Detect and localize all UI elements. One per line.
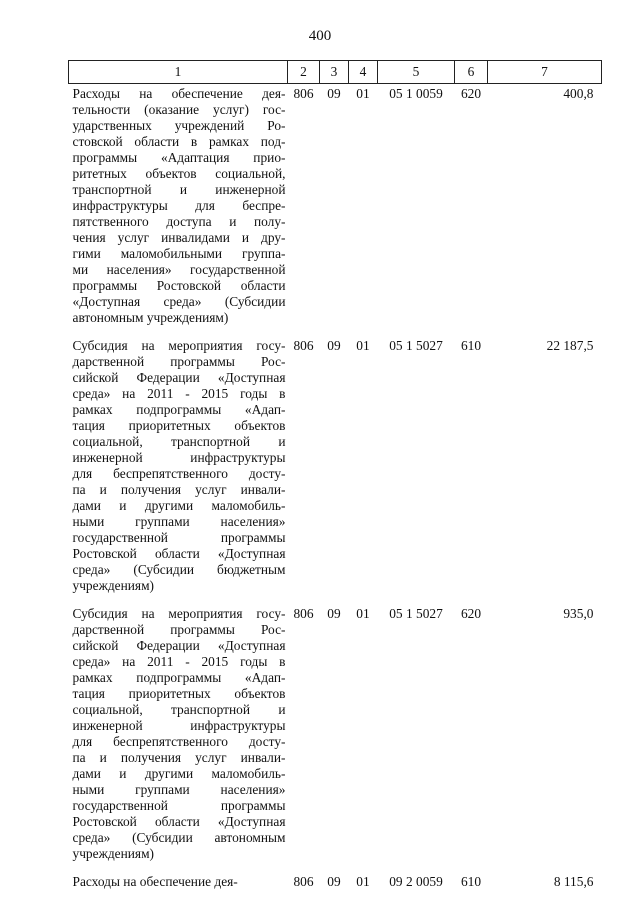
header-row bbox=[69, 61, 602, 84]
description-line: Ростовской области «Доступная bbox=[72, 546, 286, 561]
description-line: рамках подпрограммы «Адап- bbox=[72, 670, 286, 685]
amount: 935,0 bbox=[563, 606, 594, 621]
description-line: дами и другими маломобиль- bbox=[72, 498, 286, 513]
budget-table bbox=[68, 60, 602, 908]
expense-type-code: 620 bbox=[460, 86, 482, 101]
description-line: автономным учреждениям) bbox=[72, 310, 229, 325]
section-code: 09 bbox=[327, 874, 341, 889]
ministry-code: 806 bbox=[293, 606, 314, 621]
expense-type-code: 620 bbox=[460, 606, 482, 621]
subsection-code: 01 bbox=[356, 338, 370, 353]
target-article-code: 05 1 0059 bbox=[389, 86, 443, 101]
description-line: Расходы на обеспечение дея- bbox=[72, 874, 238, 889]
header-col-3: 3 bbox=[320, 61, 349, 84]
description-line: инженерной инфраструктуры bbox=[72, 450, 286, 465]
header-col-2: 2 bbox=[288, 61, 320, 84]
row-description bbox=[69, 84, 288, 337]
description-line: транспортной и инженерной bbox=[72, 182, 286, 197]
description-line: ными группами населения» bbox=[72, 514, 286, 529]
header-col-6: 6 bbox=[455, 61, 488, 84]
header-col-1: 1 bbox=[69, 61, 288, 84]
row-description bbox=[69, 336, 288, 604]
description-line: ударственных учреждений Ро- bbox=[72, 118, 286, 133]
ministry-code: 806 bbox=[293, 86, 314, 101]
ministry-code: 806 bbox=[293, 338, 314, 353]
description-line: государственной программы bbox=[72, 798, 286, 813]
ministry-code: 806 bbox=[293, 874, 314, 889]
description-line: государственной программы bbox=[72, 530, 286, 545]
description-line: инженерной инфраструктуры bbox=[72, 718, 286, 733]
description-line: социальной, транспортной и bbox=[72, 702, 286, 717]
page-number: 400 bbox=[308, 28, 332, 44]
description-line: дарственной программы Рос- bbox=[72, 354, 286, 369]
target-article-code: 05 1 5027 bbox=[389, 338, 443, 353]
description-line: дарственной программы Рос- bbox=[72, 622, 286, 637]
description-line: рамках подпрограммы «Адап- bbox=[72, 402, 286, 417]
description-line: «Доступная среда» (Субсидии bbox=[72, 294, 286, 309]
description-line: среда» на 2011 - 2015 годы в bbox=[72, 654, 286, 669]
section-code: 09 bbox=[327, 338, 341, 353]
expense-type-code: 610 bbox=[460, 338, 482, 353]
description-line: гими маломобильными группа- bbox=[72, 246, 286, 261]
description-line: ми населения» государственной bbox=[72, 262, 286, 277]
target-article-code: 09 2 0059 bbox=[389, 874, 443, 889]
description-line: Субсидия на мероприятия госу- bbox=[72, 338, 286, 353]
subsection-code: 01 bbox=[356, 874, 370, 889]
section-code: 09 bbox=[327, 606, 341, 621]
header-col-4: 4 bbox=[349, 61, 378, 84]
table-row bbox=[69, 872, 602, 908]
expense-type-code: 610 bbox=[460, 874, 482, 889]
description-line: тация приоритетных объектов bbox=[72, 418, 286, 433]
description-line: учреждениям) bbox=[72, 846, 155, 861]
description-line: среда» (Субсидии бюджетным bbox=[72, 562, 286, 577]
description-line: Расходы на обеспечение дея- bbox=[72, 86, 286, 101]
description-line: тельности (оказание услуг) гос- bbox=[72, 102, 286, 117]
description-line: стовской области в рамках под- bbox=[72, 134, 286, 149]
description-line: Субсидия на мероприятия госу- bbox=[72, 606, 286, 621]
description-line: Ростовской области «Доступная bbox=[72, 814, 286, 829]
row-description bbox=[69, 604, 288, 872]
description-line: среда» на 2011 - 2015 годы в bbox=[72, 386, 286, 401]
description-line: сийской Федерации «Доступная bbox=[72, 370, 286, 385]
description-line: тация приоритетных объектов bbox=[72, 686, 286, 701]
table-row bbox=[69, 336, 602, 604]
header-col-5: 5 bbox=[378, 61, 455, 84]
description-line: сийской Федерации «Доступная bbox=[72, 638, 286, 653]
table-row bbox=[69, 604, 602, 872]
description-line: среда» (Субсидии автономным bbox=[72, 830, 286, 845]
target-article-code: 05 1 5027 bbox=[389, 606, 443, 621]
amount: 22 187,5 bbox=[546, 338, 594, 353]
row-description bbox=[69, 872, 288, 908]
amount: 8 115,6 bbox=[553, 874, 594, 889]
section-code: 09 bbox=[327, 86, 341, 101]
description-line: чения услуг инвалидами и дру- bbox=[72, 230, 286, 245]
description-line: программы Ростовской области bbox=[72, 278, 286, 293]
table-row bbox=[69, 84, 602, 337]
description-line: па и получения услуг инвали- bbox=[72, 750, 286, 765]
description-line: ными группами населения» bbox=[72, 782, 286, 797]
description-line: для беспрепятственного досту- bbox=[72, 734, 286, 749]
subsection-code: 01 bbox=[356, 86, 370, 101]
subsection-code: 01 bbox=[356, 606, 370, 621]
description-line: социальной, транспортной и bbox=[72, 434, 286, 449]
description-line: инфраструктуры для беспре- bbox=[72, 198, 286, 213]
description-line: пятственного доступа и полу- bbox=[72, 214, 286, 229]
description-line: ритетных объектов социальной, bbox=[72, 166, 286, 181]
description-line: па и получения услуг инвали- bbox=[72, 482, 286, 497]
description-line: дами и другими маломобиль- bbox=[72, 766, 286, 781]
description-line: для беспрепятственного досту- bbox=[72, 466, 286, 481]
description-line: программы «Адаптация прио- bbox=[72, 150, 286, 165]
amount: 400,8 bbox=[563, 86, 594, 101]
header-col-7: 7 bbox=[488, 61, 602, 84]
description-line: учреждениям) bbox=[72, 578, 155, 593]
